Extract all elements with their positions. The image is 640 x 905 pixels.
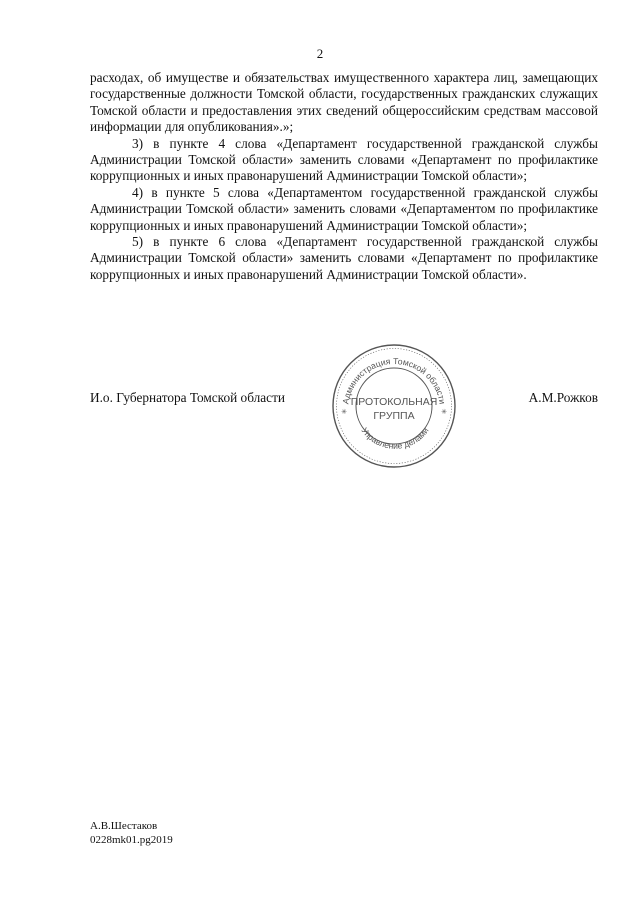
paragraph-item-5: 5) в пункте 6 слова «Департамент государственной гражданской службы Администрации Томской области» заменить словами «Департамент по профилактике коррупционных и иных правонарушений Администрации Томской области». [90,234,598,282]
stamp-outer-top-text: Администрация Томской области [340,355,448,405]
signer-name: А.М.Рожков [528,390,598,405]
document-footer [90,820,173,847]
paragraph-continuation: расходах, об имуществе и обязательствах имущественного характера лиц, замещающих государственные должности Томской области, государственных гражданских служащих Томской области и предоставления этих сведений общероссийским средствам массовой информации для опубликования».»; [90,70,598,135]
footer-author: А.В.Шестаков [90,820,158,832]
stamp-center-line2: ГРУППА [373,410,415,422]
paragraph-item-3: 3) в пункте 4 слова «Департамент государственной гражданской службы Администрации Томской области» заменить словами «Департамент по профилактике коррупционных и иных правонарушений Администрации Томской области»; [90,135,598,184]
page-number: 2 [316,46,324,61]
document-body [90,70,598,283]
signer-title: И.о. Губернатора Томской области [90,390,286,405]
svg-text:Управление делами [359,425,430,450]
stamp-star-left-icon: ✳ [341,408,347,416]
footer-doc-code: 0228mk01.pg2019 [90,833,173,846]
stamp-star-right-icon: ✳ [441,408,447,416]
paragraph-item-4: 4) в пункте 5 слова «Департаментом государственной гражданской службы Администрации Томской области» заменить словами «Департаментом по профилактике коррупционных и иных правонарушений Администрации Томской области»; [90,184,598,233]
stamp-outer-bottom-text: Управление делами [359,425,431,451]
stamp-center-line1: ПРОТОКОЛЬНАЯ [350,396,438,408]
official-stamp-seal [330,342,458,470]
